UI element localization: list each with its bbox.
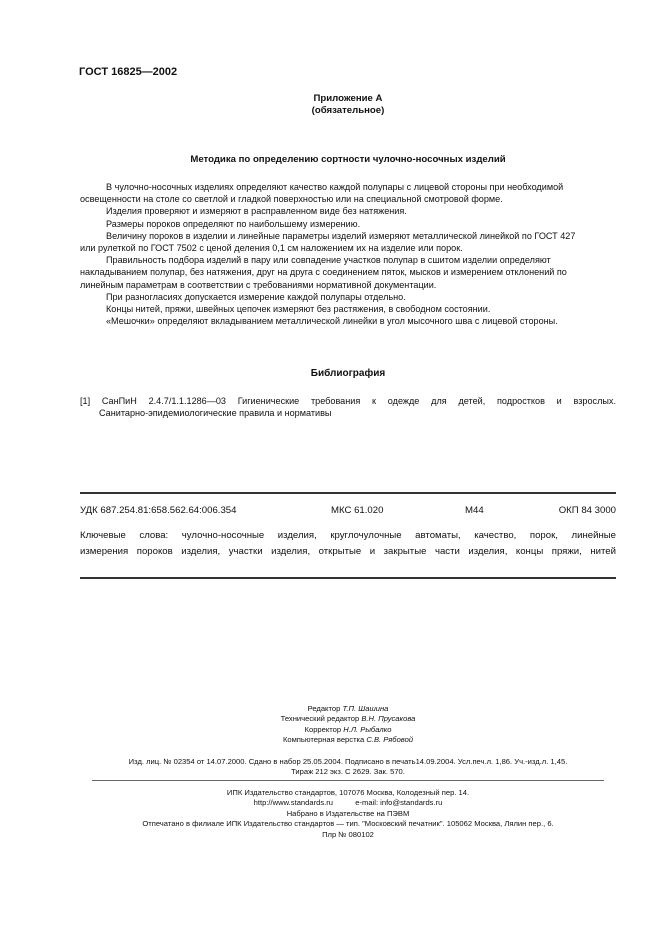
imprint-divider xyxy=(92,780,604,781)
layout-line xyxy=(80,735,616,745)
method-line: или рулеткой по ГОСТ 7502 с ценой деления 0,1 см наложением их на изделие или порок. xyxy=(80,243,463,254)
standard-code: ГОСТ 16825—2002 xyxy=(79,66,178,78)
keywords-line: измерения пороков изделия, участки изделия, открытые и закрытые части изделия, концы пряжи, нитей xyxy=(80,546,616,557)
print-run-line: Тираж 212 экз. С 2629. Зак. 570. xyxy=(291,767,405,777)
corrector-name: Н.Л. Рыбалко xyxy=(343,724,392,734)
keywords xyxy=(80,528,616,560)
method-line: Размеры пороков определяют по наибольшему измерению. xyxy=(106,218,361,229)
method-body xyxy=(80,181,616,327)
editor-name: Т.П. Шашина xyxy=(342,704,389,713)
mks-code: МКС 61.020 xyxy=(331,505,384,516)
imprint-publisher xyxy=(80,788,616,840)
method-line: Концы нитей, пряжи, швейных цепочек измеряют без растяжения, в свободном состоянии. xyxy=(106,304,491,315)
okp-code: ОКП 84 3000 xyxy=(558,505,616,516)
method-line: «Мешочки» определяют вкладыванием металлической линейки в угол мысочного шва с лицевой стороны. xyxy=(106,316,558,327)
corrector-line xyxy=(80,725,616,735)
method-line: накладыванием полупар, без натяжения, друг на друга с соединением пяток, мысков и измерением отклонений по xyxy=(80,267,567,278)
corrector-label: Корректор xyxy=(304,724,342,734)
tech-editor-line xyxy=(80,714,616,724)
bibliography-entry xyxy=(80,395,616,419)
bibliography-entry-line: [1] СанПиН 2.4.7/1.1.1286—03 Гигиенические требования к одежде для детей, подростков и взрослых. xyxy=(80,396,616,406)
email-link[interactable]: e-mail: info@standards.ru xyxy=(355,798,443,808)
appendix-subtitle: (обязательное) xyxy=(311,105,385,116)
layout-label: Компьютерная верстка xyxy=(282,735,365,745)
tech-editor-name: В.Н. Прусакова xyxy=(361,714,416,724)
udk-code: УДК 687.254.81:658.562.64:006.354 xyxy=(80,505,237,516)
method-line: Величину пороков в изделии и линейные параметры изделий измеряют металлической линейкой по ГОСТ 427 xyxy=(106,230,576,241)
method-line: освещенности на столе со светлой и гладкой поверхностью или на специальной смотровой форме. xyxy=(80,194,503,205)
method-line: В чулочно-носочных изделиях определяют качество каждой полупары с лицевой стороны при необходимой xyxy=(106,182,564,192)
printed-line: Отпечатано в филиале ИПК Издательство стандартов — тип. "Московский печатник". 105062 Москва, Лялин пер., 6. xyxy=(142,819,554,829)
method-line: Изделия проверяют и измеряют в расправленном виде без натяжения. xyxy=(106,206,407,217)
divider-bottom xyxy=(80,577,616,579)
website-link[interactable]: http://www.standards.ru xyxy=(253,798,334,808)
plr-line: Плр № 080102 xyxy=(322,829,374,839)
contacts-line xyxy=(80,798,616,808)
imprint-credits xyxy=(80,704,616,746)
divider-top xyxy=(80,492,616,494)
method-line: Правильность подбора изделий в пару или совпадение участков полупар в сшитом изделии определяют xyxy=(106,255,551,266)
method-title: Методика по определению сортности чулочно-носочных изделий xyxy=(190,154,506,165)
editor-label: Редактор xyxy=(307,704,341,713)
appendix-title: Приложение А xyxy=(313,93,383,104)
keywords-line: Ключевые слова: чулочно-носочные изделия, круглочулочные автоматы, качество, порок, линейные xyxy=(80,530,616,541)
bibliography-title: Библиография xyxy=(310,368,386,379)
editor-line xyxy=(80,704,616,714)
tech-editor-label: Технический редактор xyxy=(280,714,360,724)
m-code: М44 xyxy=(465,505,484,516)
method-line: При разногласиях допускается измерение каждой полупары отдельно. xyxy=(106,291,406,302)
method-line: линейным параметрам в соответствии с требованиями нормативной документации. xyxy=(80,279,437,290)
license-line: Изд. лиц. № 02354 от 14.07.2000. Сдано в набор 25.05.2004. Подписано в печать14.09.2004. Усл.печ.л. 1,86. Уч.-изд.л. 1,45. xyxy=(128,757,568,766)
imprint-print-data xyxy=(80,757,616,778)
bibliography-entry-line: Санитарно-эпидемиологические правила и нормативы xyxy=(99,408,332,419)
layout-name: С.В. Рябовой xyxy=(366,735,414,745)
publisher-line: ИПК Издательство стандартов, 107076 Москва, Колодезный пер. 14. xyxy=(226,788,470,797)
typeset-line: Набрано в Издательстве на ПЭВМ xyxy=(286,808,410,818)
